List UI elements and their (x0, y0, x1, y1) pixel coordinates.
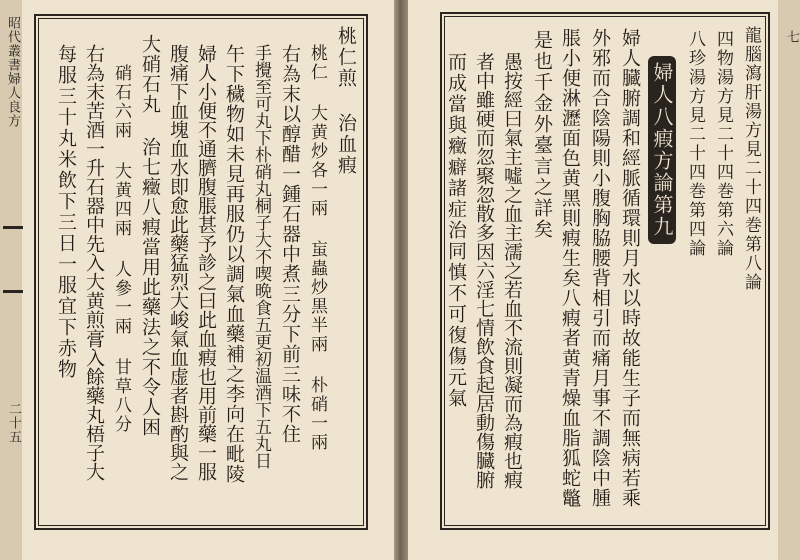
left-column-6: 婦人小便不通臍腹脹甚予診之曰此血瘕也用前藥一服 (195, 44, 217, 481)
right-column-1: 龍腦瀉肝湯方見二十四巻第八論 (741, 26, 761, 292)
fish-tail-mark-bottom (3, 290, 23, 293)
right-column-8: 是也千金外臺言之詳矣 (531, 30, 553, 240)
fish-tail-mark-top (3, 226, 23, 229)
left-column-7: 腹痛下血塊血水即愈此藥猛烈大峻氣血虚者斟酌與之 (167, 44, 189, 481)
left-column-10: 右為末苦酒一升石器中先入大黄煎膏入餘藥丸梧子大 (83, 44, 105, 481)
left-column-2: 桃仁 大黄炒各一兩 䖟蟲炒黒半兩 朴硝一兩 (307, 44, 327, 452)
left-column-3: 右為末以醇醋一鍾石器中煮三分下前三味不住 (279, 44, 301, 444)
left-column-8: 大硝石丸 治七癥八瘕當用此藥法之不令人困 (139, 34, 161, 437)
book-gutter (394, 0, 408, 560)
right-column-9: 愚按經曰氣主噓之血主濡之若血不流則凝而為瘕也瘕 (501, 52, 523, 489)
right-column-2: 四物湯方見二十四巻第六論 (713, 30, 733, 258)
left-column-5: 午下穢物如未見再服仍以調氣血藥補之李向在毗陵 (223, 44, 245, 484)
left-column-11: 每服三十丸米飲下三日一服宜下赤物 (55, 44, 77, 380)
right-edge-text: 七 (784, 30, 799, 44)
right-column-7: 脹小便淋瀝面色黄黑則瘕生矣八瘕者黄青燥血脂狐蛇鼈 (559, 28, 581, 508)
right-column-5: 婦人臓腑調和經脈循環則月水以時故能生子而無病若乘 (619, 28, 641, 508)
left-column-1: 桃仁煎 治血瘕 (335, 26, 357, 176)
right-column-11: 而成當與癥癖諸症治同慎不可復傷元氣 (445, 52, 467, 409)
left-column-4: 手攪至可丸下朴硝丸桐子大不喫晩食五更初温酒下五丸日 (251, 44, 271, 469)
right-column-10: 者中雖硬而忽聚忽散多因六淫七情飲食起居動傷臓腑 (473, 52, 495, 489)
next-page-edge (778, 0, 800, 560)
section-heading: 婦人八瘕方論第九 (648, 56, 676, 244)
left-column-9: 硝石六兩 大黄四兩 人參一兩 甘草八分 (111, 64, 131, 434)
folio-number: 二十五 (6, 402, 21, 444)
left-edge-title: 昭代叢書婦人良方 (5, 16, 20, 128)
right-column-6: 外邪而合陰陽則小腹胸脇腰背相引而痛月事不調陰中腫 (589, 28, 611, 508)
right-column-3: 八珍湯方見二十四巻第四論 (685, 30, 705, 258)
